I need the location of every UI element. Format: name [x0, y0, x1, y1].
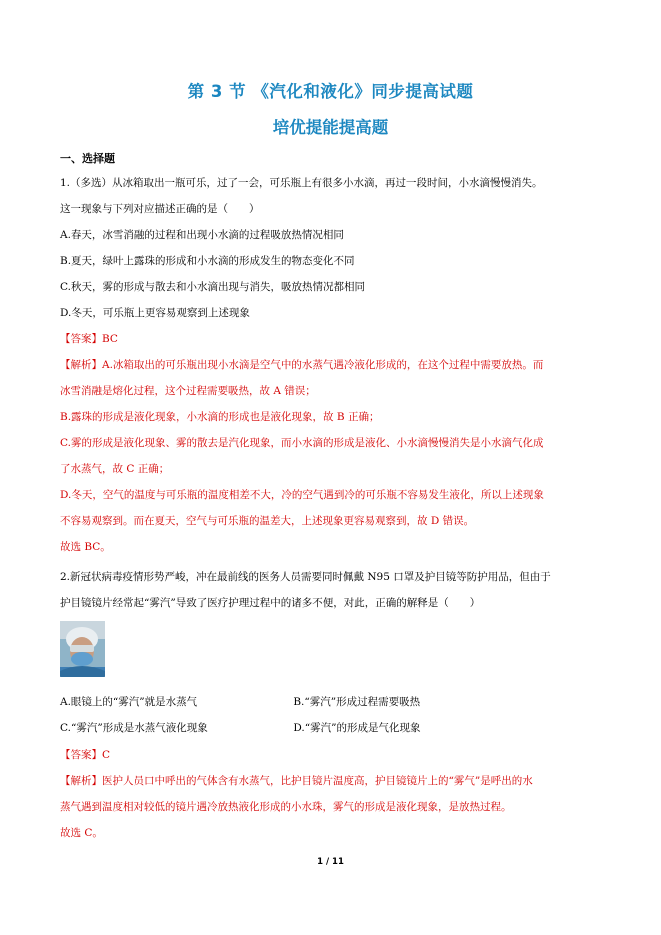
document-subtitle: 培优提能提高题 [272, 118, 389, 137]
q1-answer: 【答案】BC [60, 333, 118, 345]
q1-stem-line2: 这一现象与下列对应描述正确的是（ ） [60, 203, 260, 215]
q2-option-a: A.眼镜上的“雾汽”就是水蒸气 [60, 696, 198, 708]
q2-option-b: B.“雾汽”形成过程需要吸热 [293, 696, 421, 708]
q2-answer: 【答案】C [60, 749, 111, 761]
q1-analysis-b: B.露珠的形成是液化现象，小水滴的形成也是液化现象，故 B 正确； [60, 411, 380, 423]
q1-analysis-d2: 不容易观察到。而在夏天，空气与可乐瓶的温差大，上述现象更容易观察到，故 D 错误。 [60, 515, 475, 527]
q1-analysis-line1: 【解析】A.冰箱取出的可乐瓶出现小水滴是空气中的水蒸气遇冷液化形成的，在这个过程中需要放热。而 [60, 359, 544, 371]
q1-stem-line1: 1.（多选）从冰箱取出一瓶可乐，过了一会，可乐瓶上有很多小水滴，再过一段时间，小水滴慢慢消失。 [60, 177, 543, 189]
q2-conclusion: 故选 C。 [60, 827, 103, 839]
q1-analysis-line2: 冰雪消融是熔化过程，这个过程需要吸热，故 A 错误； [60, 385, 316, 397]
document-title: 第 3 节 《汽化和液化》同步提高试题 [187, 82, 474, 101]
medical-worker-photo [60, 621, 105, 677]
q1-option-c: C.秋天，雾的形成与散去和小水滴出现与消失，吸放热情况都相同 [60, 281, 365, 293]
q2-analysis-line2: 蒸气遇到温度相对较低的镜片遇冷放热液化形成的小水珠，雾气的形成是液化现象，是放热过程。 [60, 801, 512, 813]
q2-stem-line2: 护目镜镜片经常起“雾汽”导致了医疗护理过程中的诸多不便，对此，正确的解释是（ ） [60, 597, 481, 609]
q2-options-row2 [60, 720, 620, 735]
q1-analysis-d1: D.冬天，空气的温度与可乐瓶的温度相差不大，冷的空气遇到冷的可乐瓶不容易发生液化，所以上述现象 [60, 489, 544, 501]
q2-stem-line1: 2.新冠状病毒疫情形势严峻，冲在最前线的医务人员需要同时佩戴 N95 口罩及护目镜等防护用品，但由于 [60, 571, 551, 583]
q2-option-d: D.“雾汽”的形成是气化现象 [293, 722, 421, 734]
q1-option-b: B.夏天，绿叶上露珠的形成和小水滴的形成发生的物态变化不同 [60, 255, 355, 267]
q1-option-a: A.春天，冰雪消融的过程和出现小水滴的过程吸放热情况相同 [60, 229, 344, 241]
q1-option-d: D.冬天，可乐瓶上更容易观察到上述现象 [60, 307, 250, 319]
q2-option-c: C.“雾汽”形成是水蒸气液化现象 [60, 722, 208, 734]
page-number: 1 / 11 [317, 857, 344, 867]
q1-analysis-c1: C.雾的形成是液化现象、雾的散去是汽化现象，而小水滴的形成是液化、小水滴慢慢消失是小水滴气化成 [60, 437, 544, 449]
q2-analysis-line1: 【解析】医护人员口中呼出的气体含有水蒸气，比护目镜片温度高，护目镜镜片上的“雾气”是呼出的水 [60, 775, 533, 787]
q2-options-row1 [60, 694, 620, 709]
q1-conclusion: 故选 BC。 [60, 541, 111, 553]
section-heading: 一、选择题 [60, 152, 115, 165]
q1-analysis-c2: 了水蒸气，故 C 正确； [60, 463, 170, 475]
